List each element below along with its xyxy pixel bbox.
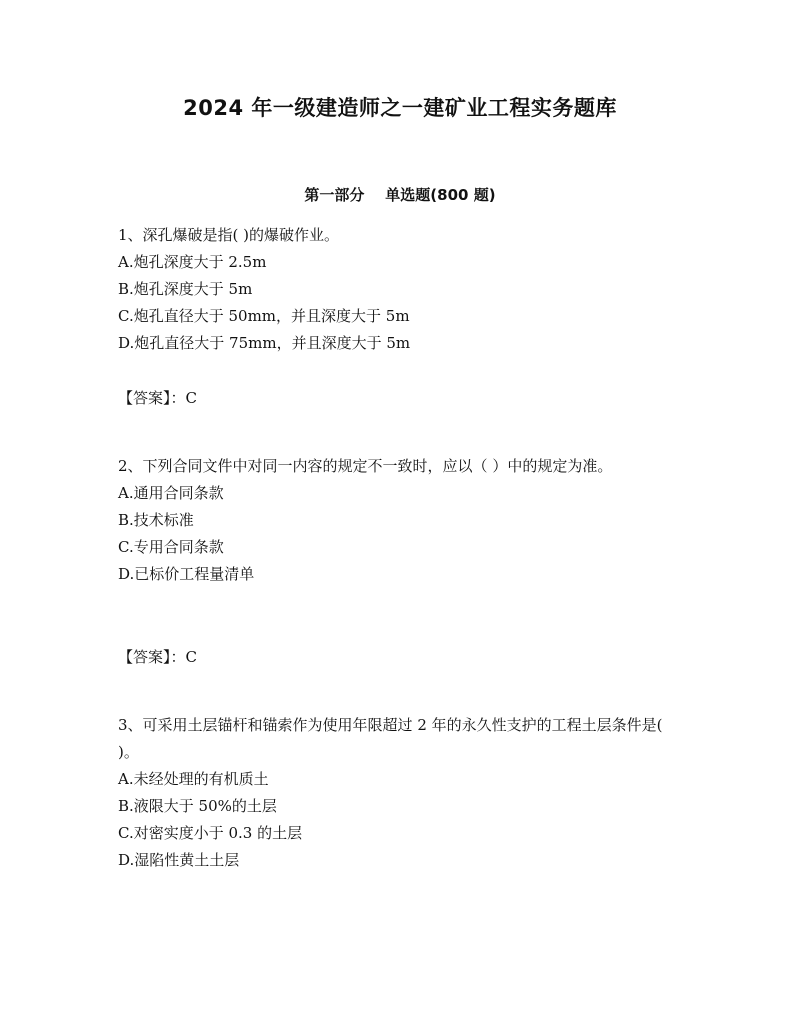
- option-d: D.炮孔直径大于 75mm，并且深度大于 5m: [118, 334, 411, 352]
- option-d: D.已标价工程量清单: [118, 565, 255, 583]
- page-title: 2024 年一级建造师之一建矿业工程实务题库: [183, 96, 617, 120]
- option-b: B.技术标准: [118, 511, 194, 529]
- option-d: D.湿陷性黄土土层: [118, 851, 240, 869]
- option-a: A.炮孔深度大于 2.5m: [118, 253, 267, 271]
- option-c: C.对密实度小于 0.3 的土层: [118, 824, 303, 842]
- option-b: B.炮孔深度大于 5m: [118, 280, 253, 298]
- question-2: [118, 453, 688, 588]
- question-3: [118, 712, 688, 874]
- option-b: B.液限大于 50%的土层: [118, 797, 277, 815]
- question-stem: 1、深孔爆破是指( )的爆破作业。: [118, 226, 340, 244]
- answer-2: 【答案】：C: [118, 648, 197, 666]
- question-1: [118, 222, 688, 357]
- option-c: C.炮孔直径大于 50mm，并且深度大于 5m: [118, 307, 410, 325]
- option-a: A.未经处理的有机质土: [118, 770, 269, 788]
- option-c: C.专用合同条款: [118, 538, 224, 556]
- option-a: A.通用合同条款: [118, 484, 224, 502]
- answer-1: 【答案】：C: [118, 389, 197, 407]
- question-stem: 2、下列合同文件中对同一内容的规定不一致时，应以（ ）中的规定为准。: [118, 457, 613, 475]
- section-title: 第一部分 单选题(800 题): [304, 186, 496, 204]
- question-stem: 3、可采用土层锚杆和锚索作为使用年限超过 2 年的永久性支护的工程土层条件是( )。: [118, 716, 663, 761]
